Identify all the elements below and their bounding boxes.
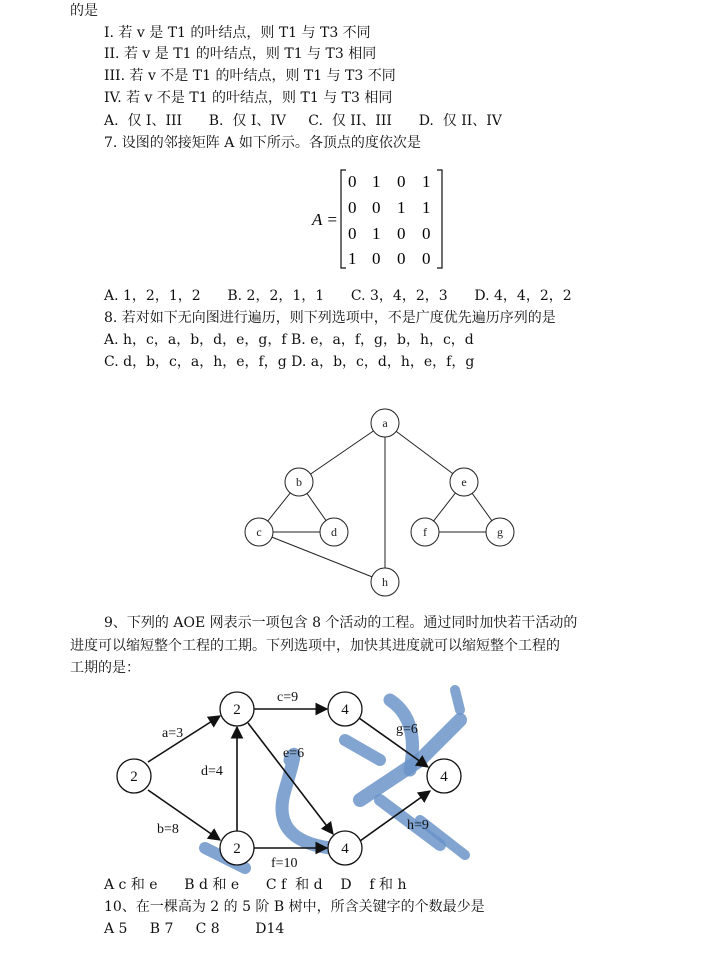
matrix-cell: 0 [348, 172, 357, 191]
aoe-node-label: 4 [341, 841, 349, 857]
aoe-node-label: 2 [233, 841, 241, 857]
q9-aoe-network [0, 680, 708, 875]
aoe-node-label: 4 [341, 702, 349, 718]
matrix-cell: 1 [372, 224, 381, 243]
q10-options-text: A 5 B 7 C 8 D14 [104, 921, 285, 937]
aoe-edge-label-e: e=6 [283, 746, 305, 761]
q6-statement-3: III. 若 v 不是 T1 的叶结点，则 T1 与 T3 不同 [104, 68, 396, 84]
q9-stem-line-1: 9、下列的 AOE 网表示一项包含 8 个活动的工程。通过同时加快若干活动的 [104, 615, 578, 631]
graph-node-label: a [382, 416, 388, 430]
aoe-node-label: 2 [233, 702, 241, 718]
q7-option-c: C. 3，4，2，3 [350, 288, 448, 304]
q6-option-b: B. 仅 I、IV [208, 113, 287, 129]
aoe-node-label: 2 [130, 769, 138, 785]
aoe-edge-label-c: c=9 [277, 690, 299, 705]
graph-node-label: g [497, 525, 503, 539]
q7-option-b: B. 2，2，1，1 [227, 288, 325, 304]
matrix-cell: 1 [372, 172, 381, 191]
graph-node-label: b [296, 475, 302, 489]
aoe-edge-e [248, 723, 333, 834]
matrix-cell: 1 [422, 198, 431, 217]
aoe-edge-label-b: b=8 [157, 822, 179, 837]
matrix-bracket-right [437, 170, 442, 268]
graph-edge [299, 423, 385, 482]
matrix-label: A = [312, 210, 338, 229]
matrix-cell: 0 [348, 224, 357, 243]
aoe-edge-label-a: a=3 [162, 726, 184, 741]
q7-option-d: D. 4，4，2，2 [474, 288, 572, 304]
matrix-cell: 1 [397, 198, 406, 217]
aoe-node-label: 4 [440, 769, 448, 785]
matrix-cell: 0 [422, 249, 431, 268]
graph-node-label: f [423, 525, 427, 539]
q6-option-d: D. 仅 II、IV [418, 113, 502, 129]
matrix-cell: 0 [372, 249, 381, 268]
graph-edge [385, 423, 464, 482]
q7-options [104, 286, 572, 306]
q7-adjacency-matrix [310, 164, 450, 274]
q6-statement-1: I. 若 v 是 T1 的叶结点，则 T1 与 T3 不同 [104, 25, 371, 41]
aoe-edge-label-d: d=4 [201, 764, 223, 779]
q10-stem: 10、在一棵高为 2 的 5 阶 B 树中，所含关键字的个数最少是 [104, 899, 485, 915]
q6-option-c: C. 仅 II、III [308, 113, 392, 129]
q8-stem: 8. 若对如下无向图进行遍历，则下列选项中，不是广度优先遍历序列的是 [104, 310, 556, 326]
matrix-cell: 0 [397, 249, 406, 268]
q9-stem-line-2: 进度可以缩短整个工程的工期。下列选项中，加快其进度就可以缩短整个工程的 [70, 638, 560, 654]
matrix-cell: 0 [422, 224, 431, 243]
aoe-edge-label-h: h=9 [407, 818, 429, 833]
graph-node-label: h [382, 575, 388, 589]
q9-options-text: A c 和 e B d 和 e C f 和 d D f 和 h [104, 877, 407, 893]
graph-node-label: e [461, 475, 467, 489]
graph-node-label: c [256, 525, 262, 539]
q6-statement-2: II. 若 v 是 T1 的叶结点，则 T1 与 T3 相同 [104, 46, 377, 62]
matrix-cell: 1 [348, 249, 357, 268]
aoe-edge-a [148, 716, 220, 762]
graph-node-label: d [331, 525, 337, 539]
matrix-cell: 0 [372, 198, 381, 217]
q7-stem: 7. 设图的邻接矩阵 A 如下所示。各顶点的度依次是 [104, 135, 421, 151]
matrix-cell: 0 [397, 172, 406, 191]
q7-option-a: A. 1，2，1，2 [104, 288, 201, 304]
q6-option-a: A. 仅 I、III [104, 113, 183, 129]
q8-options-line-1: A. h，c，a，b，d，e，g，f B. e，a，f，g，b，h，c，d [104, 332, 474, 348]
matrix-cell: 0 [348, 198, 357, 217]
q6-stem-tail: 的是 [70, 3, 98, 19]
aoe-edge-label-g: g=6 [396, 722, 418, 737]
q10-options [104, 919, 284, 939]
q6-statement-4: IV. 若 v 不是 T1 的叶结点，则 T1 与 T3 相同 [104, 90, 393, 106]
aoe-edge-label-f: f=10 [271, 856, 298, 871]
matrix-cell: 1 [422, 172, 431, 191]
q8-options-line-2: C. d，b，c，a，h，e，f，g D. a，b，c，d，h，e，f，g [104, 354, 475, 370]
matrix-bracket-left [341, 170, 346, 268]
matrix-cell: 0 [397, 224, 406, 243]
q9-stem-line-3: 工期的是： [70, 660, 140, 676]
q6-options [104, 111, 502, 131]
q9-options [104, 875, 406, 895]
q8-undirected-graph [0, 395, 708, 600]
